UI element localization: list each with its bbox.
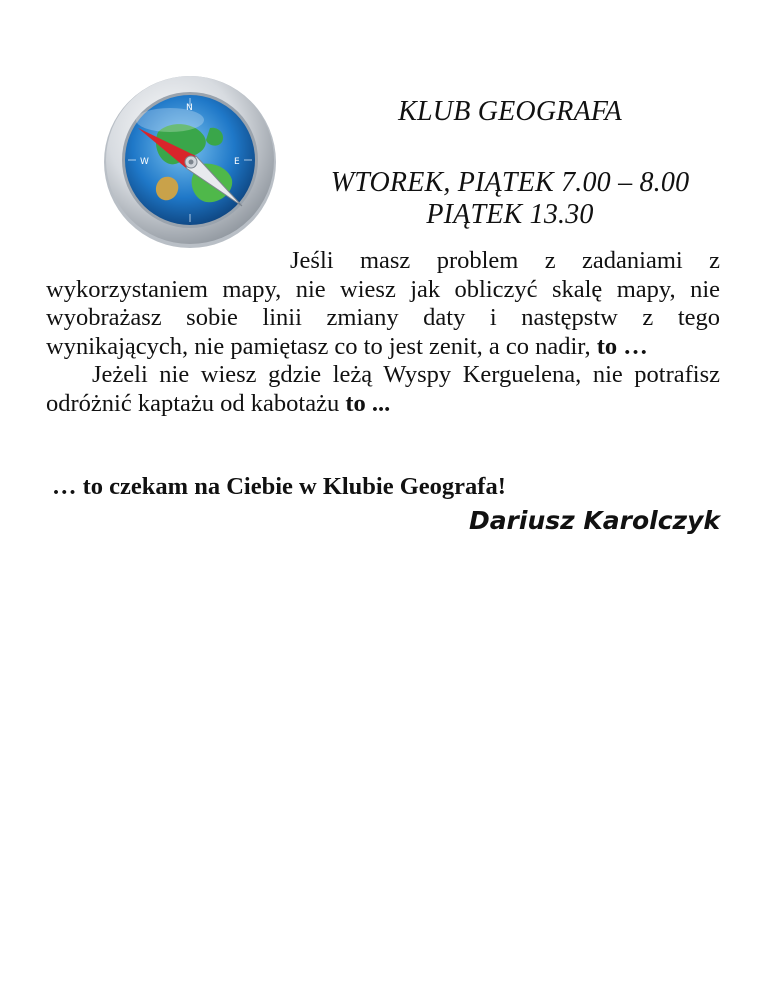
schedule-friday: PIĄTEK 13.30 (426, 199, 594, 230)
svg-text:N: N (186, 103, 193, 113)
signature: Dariusz Karolczyk (468, 506, 720, 535)
paragraph-2-bold: to ... (345, 389, 391, 417)
compass-icon (100, 70, 280, 250)
paragraph-1-bold: to … (596, 332, 648, 360)
paragraph-2-text: Jeżeli nie wiesz gdzie leżą Wyspy Kerguelena, nie potrafisz odróżnić kaptażu od kabotażu (46, 361, 720, 417)
closing-line: … to czekam na Ciebie w Klubie Geografa! (52, 473, 506, 500)
schedule-tue-fri: WTOREK, PIĄTEK 7.00 – 8.00 (330, 167, 690, 198)
body-text (46, 247, 720, 418)
svg-text:E: E (234, 157, 240, 167)
svg-text:W: W (140, 157, 149, 167)
paragraph-2 (46, 361, 720, 418)
paragraph-1-text: Jeśli masz problem z zadaniami z wykorzystaniem mapy, nie wiesz jak obliczyć skalę mapy, nie wyobrażasz sobie linii zmiany daty i następstw z tego wynikających, nie pamiętasz co to jest zenit, a co nadir, (46, 247, 720, 360)
club-title: KLUB GEOGRAFA (398, 96, 622, 127)
paragraph-1 (46, 247, 720, 361)
